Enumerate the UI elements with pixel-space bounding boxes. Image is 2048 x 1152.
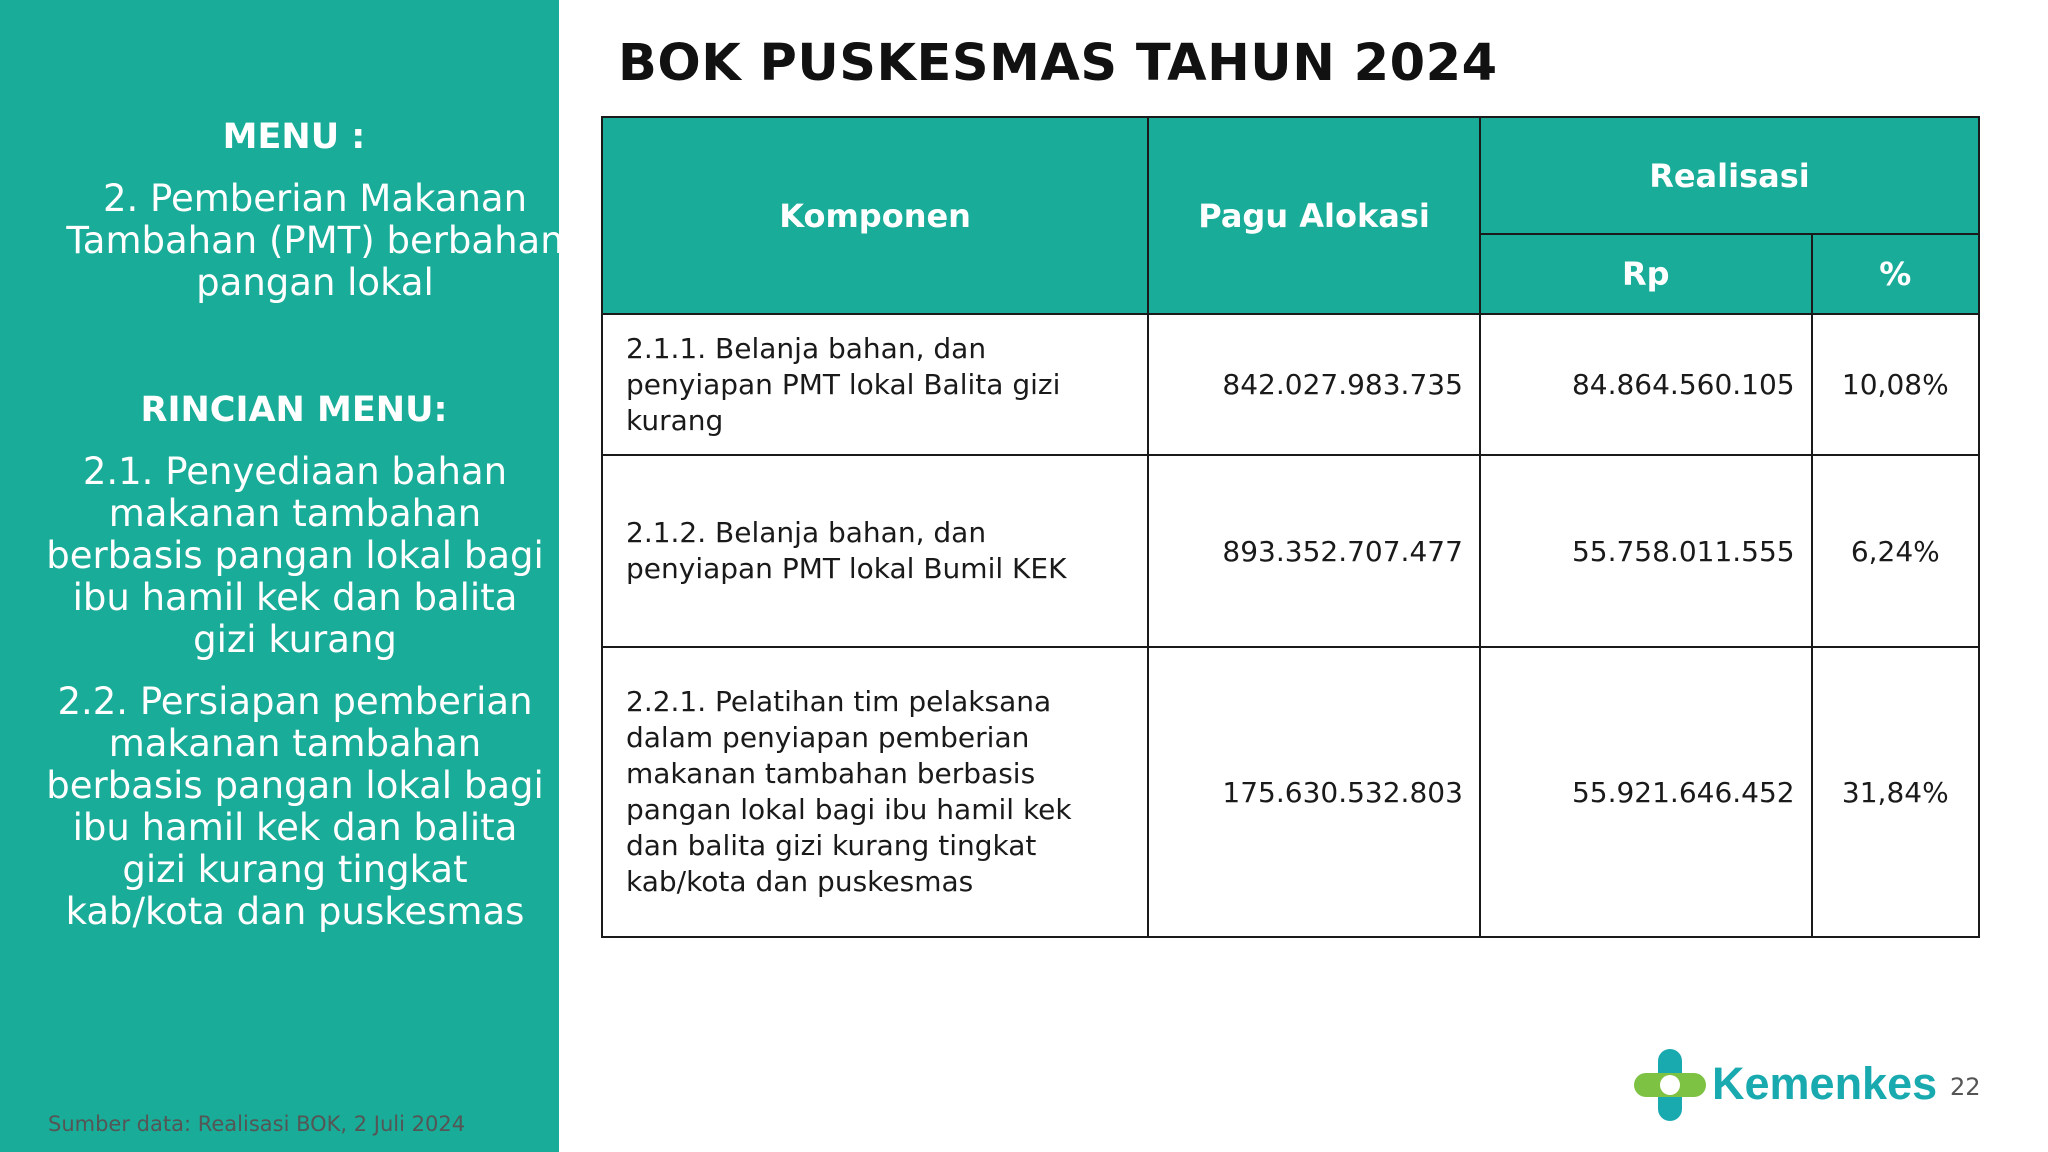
rp-cell: 55.758.011.555 — [1480, 455, 1812, 647]
pagu-cell: 842.027.983.735 — [1148, 314, 1480, 455]
header-pct: % — [1812, 234, 1979, 314]
pct-cell: 10,08% — [1812, 314, 1979, 455]
source-note: Sumber data: Realisasi BOK, 2 Juli 2024 — [48, 1112, 466, 1136]
pct-cell: 6,24% — [1812, 455, 1979, 647]
pagu-cell: 175.630.532.803 — [1148, 647, 1480, 937]
header-realisasi: Realisasi — [1480, 117, 1979, 234]
table-row — [602, 647, 1979, 937]
page-title: BOK PUSKESMAS TAHUN 2024 — [618, 34, 1498, 93]
table-row — [602, 314, 1979, 455]
pagu-cell: 893.352.707.477 — [1148, 455, 1480, 647]
rincian-item: 2.2. Persiapan pemberian makanan tambahan berbasis pangan lokal bagi ibu hamil kek dan balita gizi kurang tingkat kab/kota dan puskesmas — [46, 680, 544, 933]
rp-cell: 55.921.646.452 — [1480, 647, 1812, 937]
menu-title: MENU : — [222, 117, 366, 157]
header-row — [602, 117, 1979, 234]
header-rp: Rp — [1480, 234, 1812, 314]
header-pagu: Pagu Alokasi — [1148, 117, 1480, 314]
rincian-title: RINCIAN MENU: — [140, 390, 448, 430]
rincian-item: 2.1. Penyediaan bahan makanan tambahan berbasis pangan lokal bagi ibu hamil kek dan balita gizi kurang — [46, 450, 544, 661]
komponen-cell: 2.1.2. Belanja bahan, dan penyiapan PMT lokal Bumil KEK — [602, 455, 1148, 647]
table-row — [602, 455, 1979, 647]
komponen-cell: 2.2.1. Pelatihan tim pelaksana dalam penyiapan pemberian makanan tambahan berbasis pangan lokal bagi ibu hamil kek dan balita gizi kurang tingkat kab/kota dan puskesmas — [602, 647, 1148, 937]
komponen-cell: 2.1.1. Belanja bahan, dan penyiapan PMT lokal Balita gizi kurang — [602, 314, 1148, 455]
page-number: 22 — [1950, 1073, 1981, 1101]
pct-cell: 31,84% — [1812, 647, 1979, 937]
sidebar — [0, 0, 564, 1152]
header-komponen: Komponen — [602, 117, 1148, 314]
kemenkes-logo-icon — [1630, 1045, 1710, 1125]
budget-table — [601, 116, 1980, 938]
rp-cell: 84.864.560.105 — [1480, 314, 1812, 455]
logo-text: Kemenkes — [1712, 1058, 1938, 1109]
menu-item: 2. Pemberian Makanan Tambahan (PMT) berbahan pangan lokal — [66, 177, 564, 304]
